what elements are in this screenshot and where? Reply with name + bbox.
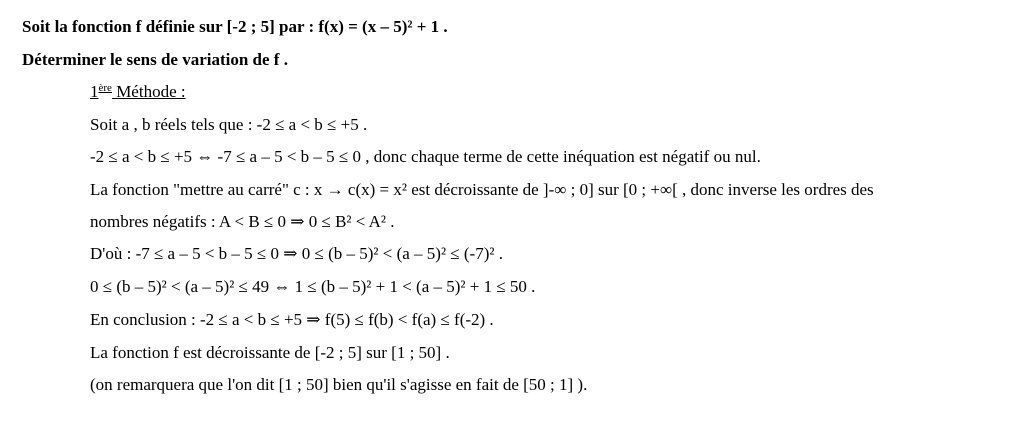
proof-line-9: (on remarquera que l'on dit [1 ; 50] bien qu'il s'agisse en fait de [50 ; 1] ). [90,375,588,394]
proof-line-8: La fonction f est décroissante de [-2 ; 5] sur [1 ; 50] . [90,343,450,362]
problem-question: Déterminer le sens de variation de f . [22,50,288,69]
proof-line-1: Soit a , b réels tels que : -2 ≤ a < b ≤ +5 . [90,115,368,134]
proof-line-5: D'où : -7 ≤ a – 5 < b – 5 ≤ 0 ⇒ 0 ≤ (b – 5)² < (a – 5)² ≤ (-7)² . [90,244,503,263]
proof-line-3: La fonction "mettre au carré" c : x → c(x) = x² est décroissante de ]-∞ ; 0] sur [0 ; +∞[ , donc inverse les ordres des [90,180,874,199]
method-title-text: Méthode : [111,82,186,101]
proof-line-2: -2 ≤ a < b ≤ +5 ⇔ -7 ≤ a – 5 < b – 5 ≤ 0 , donc chaque terme de cette inéquation est négatif ou nul. [90,147,761,166]
method-title-number: 1 [90,82,99,101]
proof-line-6: 0 ≤ (b – 5)² < (a – 5)² ≤ 49 ⇔ 1 ≤ (b – 5)² + 1 < (a – 5)² + 1 ≤ 50 . [90,277,536,296]
proof-line-7: En conclusion : -2 ≤ a < b ≤ +5 ⇒ f(5) ≤ f(b) < f(a) ≤ f(-2) . [90,310,494,329]
method-title [90,82,186,102]
method-title-superscript: ère [98,82,112,94]
proof-line-4: nombres négatifs : A < B ≤ 0 ⇒ 0 ≤ B² < A² . [90,212,395,231]
problem-statement: Soit la fonction f définie sur [-2 ; 5] par : f(x) = (x – 5)² + 1 . [22,17,448,36]
